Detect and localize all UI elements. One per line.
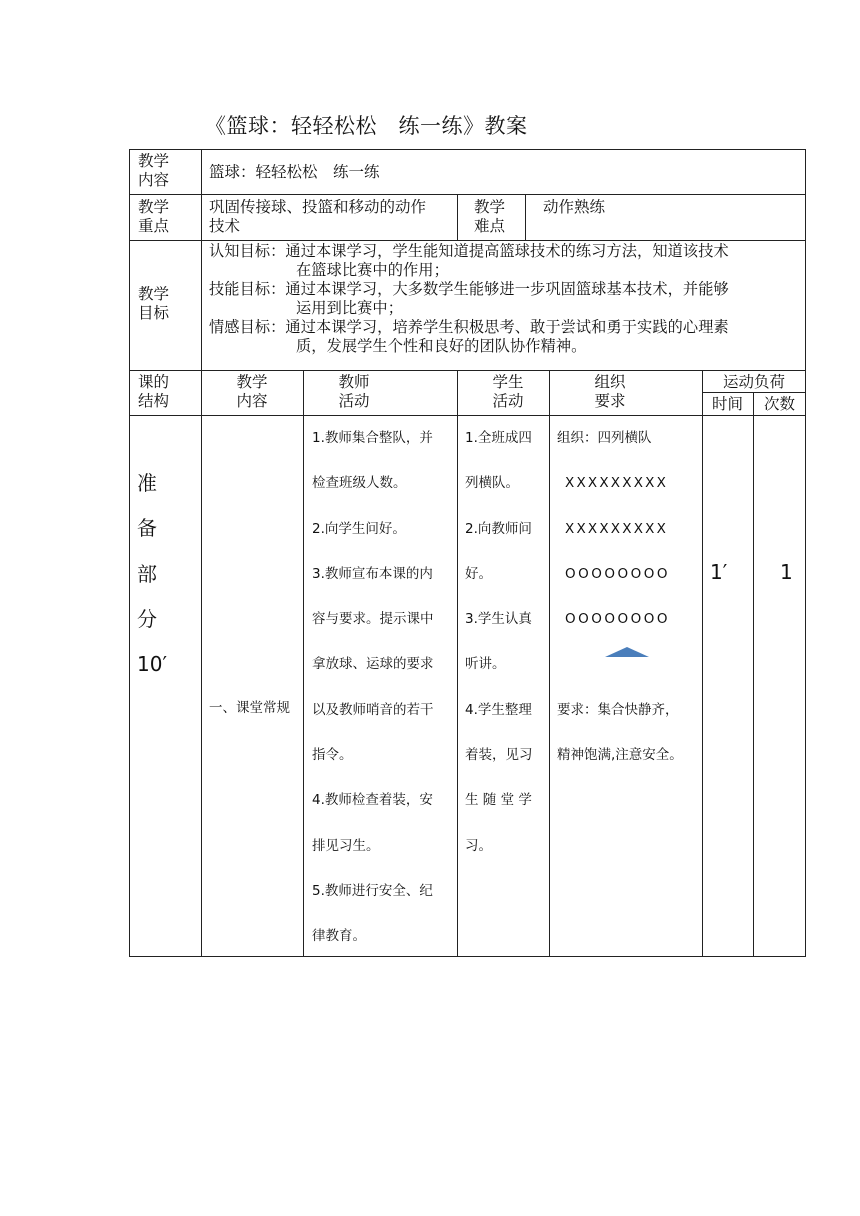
column-divider [201,149,202,957]
goal-line: 在篮球比赛中的作用； [296,261,449,279]
formation-row: XXXXXXXXX [565,520,669,537]
header-line: 活动 [492,392,524,410]
header-line: 学生 [492,373,524,391]
teacher-line: 4.教师检查着装，安 [312,792,433,809]
goals-label-line: 教学 [138,285,170,303]
formation-row: XXXXXXXXX [565,475,669,492]
difficulty-value: 动作熟练 [543,198,606,216]
student-line: 习。 [465,837,492,854]
teacher-line: 以及教师哨音的若干 [312,701,434,718]
header-student [457,373,559,411]
part-char: 分 [137,606,157,631]
section-part [137,461,167,687]
focus-value-line: 技术 [209,217,241,235]
section-content: 一、课堂常规 [209,700,290,716]
header-load: 运动负荷 [722,373,785,391]
teacher-line: 容与要求。提示课中 [312,611,434,628]
focus-value [209,198,426,236]
header-content [201,373,303,411]
goals-label-line: 目标 [138,304,170,322]
column-divider [702,370,703,957]
difficulty-label-line: 难点 [474,217,506,235]
student-line: 生 随 堂 学 [465,792,532,809]
section-time: 1′ [710,560,728,584]
goal-line: 技能目标：通过本课学习，大多数学生能够进一步巩固篮球基本技术，并能够 [209,280,729,298]
goals-text [209,242,729,356]
part-char: 准 [137,471,157,495]
teacher-line: 1.教师集合整队，并 [312,430,433,446]
teacher-line: 3.教师宣布本课的内 [312,565,433,582]
focus-label [138,198,169,236]
teacher-line: 排见习生。 [312,837,380,854]
content-label [138,152,169,190]
content-label-line: 内容 [138,171,170,189]
focus-value-line: 巩固传接球、投篮和移动的动作 [209,198,427,216]
header-teacher [303,373,405,411]
teacher-line: 2.向学生问好。 [312,520,406,537]
content-label-line: 教学 [138,152,170,170]
header-time: 时间 [711,395,743,413]
column-divider [457,194,458,240]
teacher-line: 律教育。 [312,928,366,945]
column-divider [549,370,550,957]
part-char: 10′ [137,652,167,677]
goal-line: 运用到比赛中； [296,299,404,317]
header-line: 活动 [338,392,370,410]
focus-label-line: 教学 [138,198,170,216]
goal-line: 情感目标：通过本课学习，培养学生积极思考、敢于尝试和勇于实践的心理素 [209,318,729,336]
row-divider [129,194,806,195]
part-char: 部 [137,561,157,586]
header-line: 组织 [594,373,626,391]
header-line: 课的 [138,373,170,391]
header-line: 结构 [138,392,170,410]
student-line: 3.学生认真 [465,611,532,628]
organization-requirements [557,416,683,778]
student-line: 听讲。 [465,656,506,673]
difficulty-label-line: 教学 [474,198,506,216]
header-line: 教师 [338,373,370,391]
content-value: 篮球：轻轻松松 练一练 [209,163,380,181]
part-char: 备 [137,516,157,541]
student-line: 着装，见习 [465,747,533,764]
row-divider [702,392,806,393]
student-line: 4.学生整理 [465,701,532,718]
teacher-line: 检查班级人数。 [312,475,407,492]
student-line: 好。 [465,565,492,582]
formation-row: OOOOOOOO [565,565,671,582]
column-divider [303,370,304,957]
header-structure [138,373,169,411]
goal-line: 质，发展学生个性和良好的团队协作精神。 [296,337,587,355]
student-line: 1.全班成四 [465,430,532,446]
header-line: 教学 [236,373,268,391]
teacher-line: 5.教师进行安全、纪 [312,882,433,899]
header-line: 要求 [594,392,626,410]
row-divider [129,240,806,241]
column-divider [457,370,458,957]
student-line: 列横队。 [465,475,519,492]
focus-label-line: 重点 [138,217,170,235]
student-activity [465,416,533,869]
column-divider [753,392,754,957]
document-title: 《篮球：轻轻松松 练一练》教案 [205,114,528,138]
teacher-line: 拿放球、运球的要求 [312,656,434,673]
formation-row: OOOOOOOO [565,611,671,628]
row-divider [129,370,806,371]
goal-line: 认知目标：通过本课学习，学生能知道提高篮球技术的练习方法，知道该技术 [209,242,729,260]
header-organization [559,373,661,411]
teacher-activity [312,416,434,960]
column-divider [525,194,526,240]
requirement-line: 精神饱满,注意安全。 [557,747,683,764]
goals-label [138,285,169,323]
student-line: 2.向教师问 [465,520,532,537]
teacher-line: 指令。 [312,747,353,764]
teacher-position-marker-icon [605,647,649,657]
difficulty-label [474,198,505,236]
section-count: 1 [780,560,793,584]
requirement-line: 要求：集合快静齐， [557,701,679,718]
org-label: 组织：四列横队 [557,430,652,446]
header-count: 次数 [763,395,795,413]
header-line: 内容 [236,392,268,410]
